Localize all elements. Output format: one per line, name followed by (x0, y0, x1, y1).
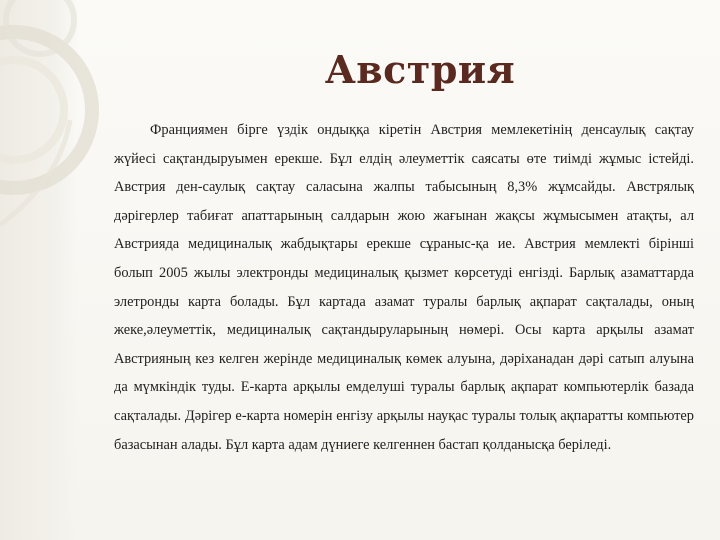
slide-body-text: Франциямен бірге үздік ондыққа кіретін Австрия мемлекетінің денсаулық сақтау жүйесі сақтандыруымен ерекше. Бұл елдің әлеуметтік саясаты өте тиімді жұмыс істейді. Австрия ден-саулық сақтау саласына жалпы табысының 8,3% жұмсайды. Австрялық дәрігерлер табиғат апаттарының салдарын жою жағынан жақсы жұмысымен атақты, ал Австрияда медициналық жабдықтары ерекше сұраныс-қа ие. Австрия мемлекті бірінші болып 2005 жылы электронды медициналық қызмет көрсетуді енгізді. Барлық азаматтарда элетронды карта болады. Бұл картада азамат туралы барлық ақпарат сақталады, оның жеке,әлеуметтік, медициналық сақтандыруларының нөмері. Осы карта арқылы азамат Австрияның кез келген жерінде медициналық көмек алуына, дәріханадан дәрі сатып алуына да мүмкіндік туды. Е-карта арқылы емделуші туралы барлық ақпарат компьютерлік базада сақталады. Дәрігер е-карта номерін енгізу арқылы науқас туралы толық ақпаратты компьютер базасынан алады. Бұл карта адам дүниеге келгеннен бастап қолданысқа беріледі. (114, 122, 694, 453)
slide-title: Австрия (324, 47, 516, 92)
decorative-circle-inner (0, 60, 64, 160)
